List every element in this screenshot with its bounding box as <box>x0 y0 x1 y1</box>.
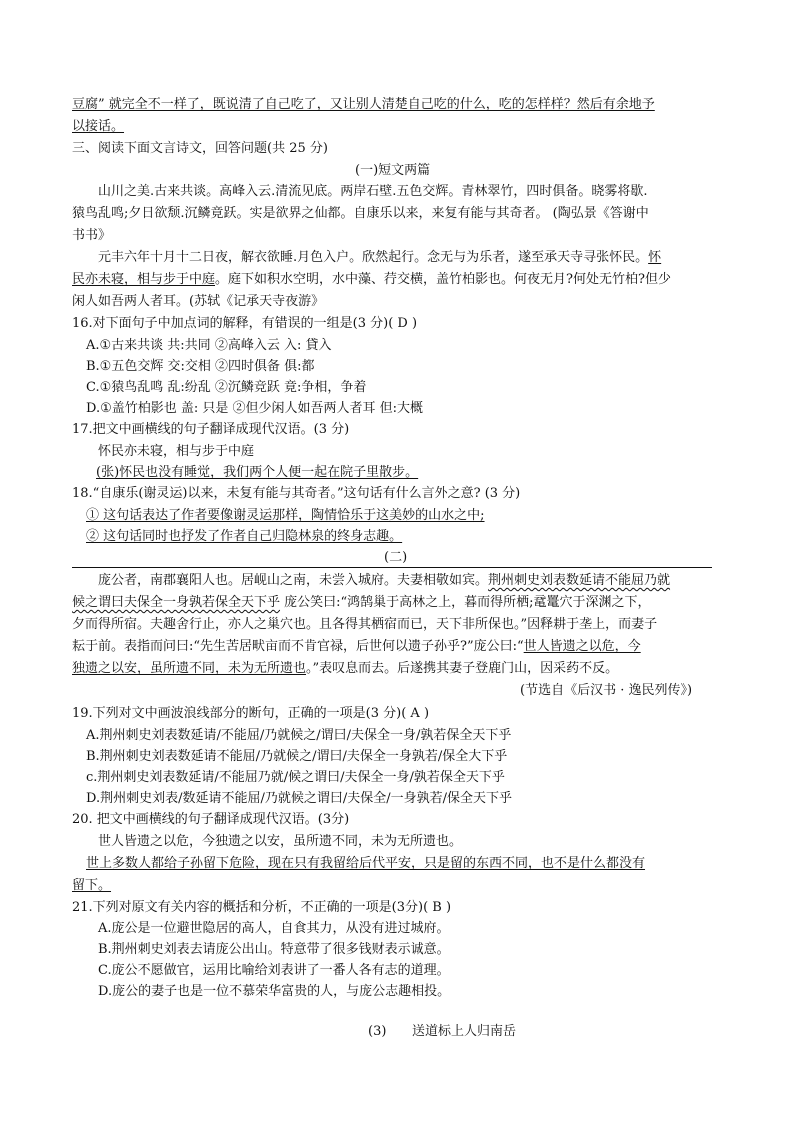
section-heading: 三、阅读下面文言诗文，回答问题(共 25 分) <box>72 141 328 156</box>
divider-line <box>72 567 712 568</box>
question-17-answer: (张)怀民也没有睡觉，我们两个人便一起在院子里散步。 <box>96 465 419 480</box>
wavy-sentence-start: 荆州刺史刘表数延请不能屈乃就 <box>488 573 671 588</box>
question-20-answer-line-2: 留下。 <box>72 878 112 893</box>
question-16: 16.对下面句子中加点词的解释，有错误的一组是(3 分)( D ) <box>72 316 418 331</box>
wavy-sentence-end: 候之谓曰夫保全一身孰若保全天下乎 <box>72 595 281 610</box>
passage-2-text-cont: 。庭下如积水空明，水中藻、荇交横，盖竹柏影也。何夜无月?何处无竹柏?但少 <box>215 272 671 287</box>
question-21: 21.下列对原文有关内容的概括和分析，不正确的一项是(3分)( B ) <box>72 900 452 915</box>
passage-3-text-4: 耘于前。表指而问曰:“先生苦居畎亩而不肯官禄，后世何以遗子孙乎?”庞公曰:“ <box>72 639 524 654</box>
answer-continuation-line-1: 豆腐” 就完全不一样了，既说清了自己吃了，又让别人清楚自己吃的什么，吃的怎样样？然后有余地予 <box>72 97 655 112</box>
passage-1-line-2: 猿鸟乱鸣;夕日欲颓.沉鳞竟跃。实是欲界之仙都。自康乐以来，来复有能与其奇者。 (陶弘景《答谢中 <box>72 206 649 221</box>
passage-3-text: 庞公者，南郡襄阳人也。居岘山之南，未尝入城府。夫妻相敬如宾。 <box>98 573 489 588</box>
answer-continuation-text: 以接话。 <box>72 119 125 134</box>
question-20: 20. 把文中画横线的句子翻译成现代汉语。(3分) <box>72 812 350 827</box>
underlined-sentence-2-end: 独遗之以安，虽所遗不同，未为无所遗也 <box>72 661 307 676</box>
question-19-option-d: D.荆州刺史刘表/数延请不能屈/乃就候之谓曰/夫保全/一身孰若/保全天下乎 <box>86 791 512 806</box>
question-20-sentence: 世人皆遗之以危，今独遗之以安，虽所遗不同，未为无所遗也。 <box>98 834 463 849</box>
passage-2-line-3: 闲人如吾两人者耳。(苏轼《记承天寺夜游》 <box>72 294 325 309</box>
question-19-option-a: A.荆州刺史刘表数延请/不能屈/乃就候之/谓曰/夫保全一身/孰若保全天下乎 <box>86 728 512 743</box>
question-17-sentence: 怀民亦未寝，相与步于中庭 <box>98 444 255 459</box>
subsection-title-2: (二) <box>384 550 408 565</box>
underlined-sentence-start: 怀 <box>648 250 662 265</box>
question-19-option-b: B.荆州刺史刘表数延请不能屈/乃就候之/谓曰/夫保全一身孰若/保全大下乎 <box>86 749 508 764</box>
question-19-option-c: c.荆州刺史刘表数延请/不能屈乃就/候之谓曰/夫保全一身/孰若保全天下乎 <box>86 770 505 785</box>
passage-3-text-5: 。”表叹息而去。后遂携其妻子登鹿门山，因采药不反。 <box>306 661 619 676</box>
passage-2-text: 元丰六年十月十二日夜，解衣欲睡.月色入户。欣然起行。念无与为乐者，遂至承天寺寻张怀民。 <box>98 250 649 265</box>
question-21-option-b: B.荆州刺史刘表去请庞公出山。特意带了很多钱财表示诚意。 <box>98 942 450 957</box>
question-16-option-a: A.①古来共谈 共:共同 ②高峰入云 入: 貸入 <box>86 338 332 353</box>
question-18-answer-1: ① 这句话表达了作者要像谢灵运那样，陶情恰乐于这美妙的山水之中; <box>86 508 485 523</box>
question-20-answer-line-1: 世上多数人都给子孙留下危险，现在只有我留给后代平安，只是留的东西不同，也不是什么都没有 <box>86 856 646 871</box>
passage-1-line-3: 书书》 <box>72 228 112 243</box>
question-16-option-d: D.①盖竹柏影也 盖: 只是 ②但少闲人如吾两人者耳 但:大概 <box>86 401 424 416</box>
subsection-3-title: 送道标上人归南岳 <box>412 1024 517 1039</box>
question-17: 17.把文中画横线的句子翻译成现代汉语。(3 分) <box>72 422 350 437</box>
passage-3-text-cont: 庞公笑曰:“鸿鹄巢于高林之上，暮而得所栖;鼋鼍穴于深渊之下， <box>280 595 651 610</box>
subsection-3-number: (3) <box>368 1024 387 1039</box>
passage-2-line-1 <box>98 249 661 267</box>
answer-continuation-line-2 <box>72 118 182 136</box>
question-19: 19.下列对文中画波浪线部分的断句，正确的一项是(3 分)( A ) <box>72 706 430 721</box>
passage-3-line-1 <box>98 572 670 590</box>
question-21-option-c: C.庞公不愿做官，运用比喻给刘表讲了一番人各有志的道理。 <box>98 963 450 978</box>
underlined-sentence-end: 民亦未寝，相与步于中庭 <box>72 272 216 287</box>
passage-3-line-2 <box>72 594 651 612</box>
passage-2-line-2 <box>72 271 671 289</box>
question-16-option-c: C.①猿鸟乱鸣 乱:纷乱 ②沉鳞竞跃 竟:争相，争着 <box>86 380 367 395</box>
passage-3-line-4 <box>72 638 641 656</box>
passage-3-line-3: 夕而得所宿。夫趣舍行止，亦人之巢穴也。且各得其栖宿而已，天下非所保也。”因释耕于垄上，而妻子 <box>72 617 658 632</box>
question-21-option-a: A.庞公是一位避世隐居的高人，自食其力，从没有进过城府。 <box>98 921 450 936</box>
subsection-title-1: (一)短文两篇 <box>355 163 431 178</box>
passage-3-line-5 <box>72 660 618 678</box>
question-18: 18.“自康乐(谢灵运)以来，未复有能与其奇者。”这句话有什么言外之意? (3 分) <box>72 486 521 501</box>
question-16-option-b: B.①五色交辉 交:交相 ②四时俱备 俱:都 <box>86 359 315 374</box>
passage-3-source: (节选自《后汉书 · 逸民列传》) <box>520 683 693 698</box>
question-21-option-d: D.庞公的妻子也是一位不慕荣华富贵的人，与庞公志趣相投。 <box>98 984 451 999</box>
question-18-answer-2: ② 这句话同时也抒发了作者自己归隐林泉的终身志趣。 <box>86 529 403 544</box>
underlined-sentence-2-start: 世人皆遗之以危，今 <box>523 639 641 654</box>
passage-1-line-1: 山川之美.古来共谈。高峰入云.清流见底。两岸石壁.五色交辉。青林翠竹，四时俱备。晓雾将歇. <box>98 184 648 199</box>
